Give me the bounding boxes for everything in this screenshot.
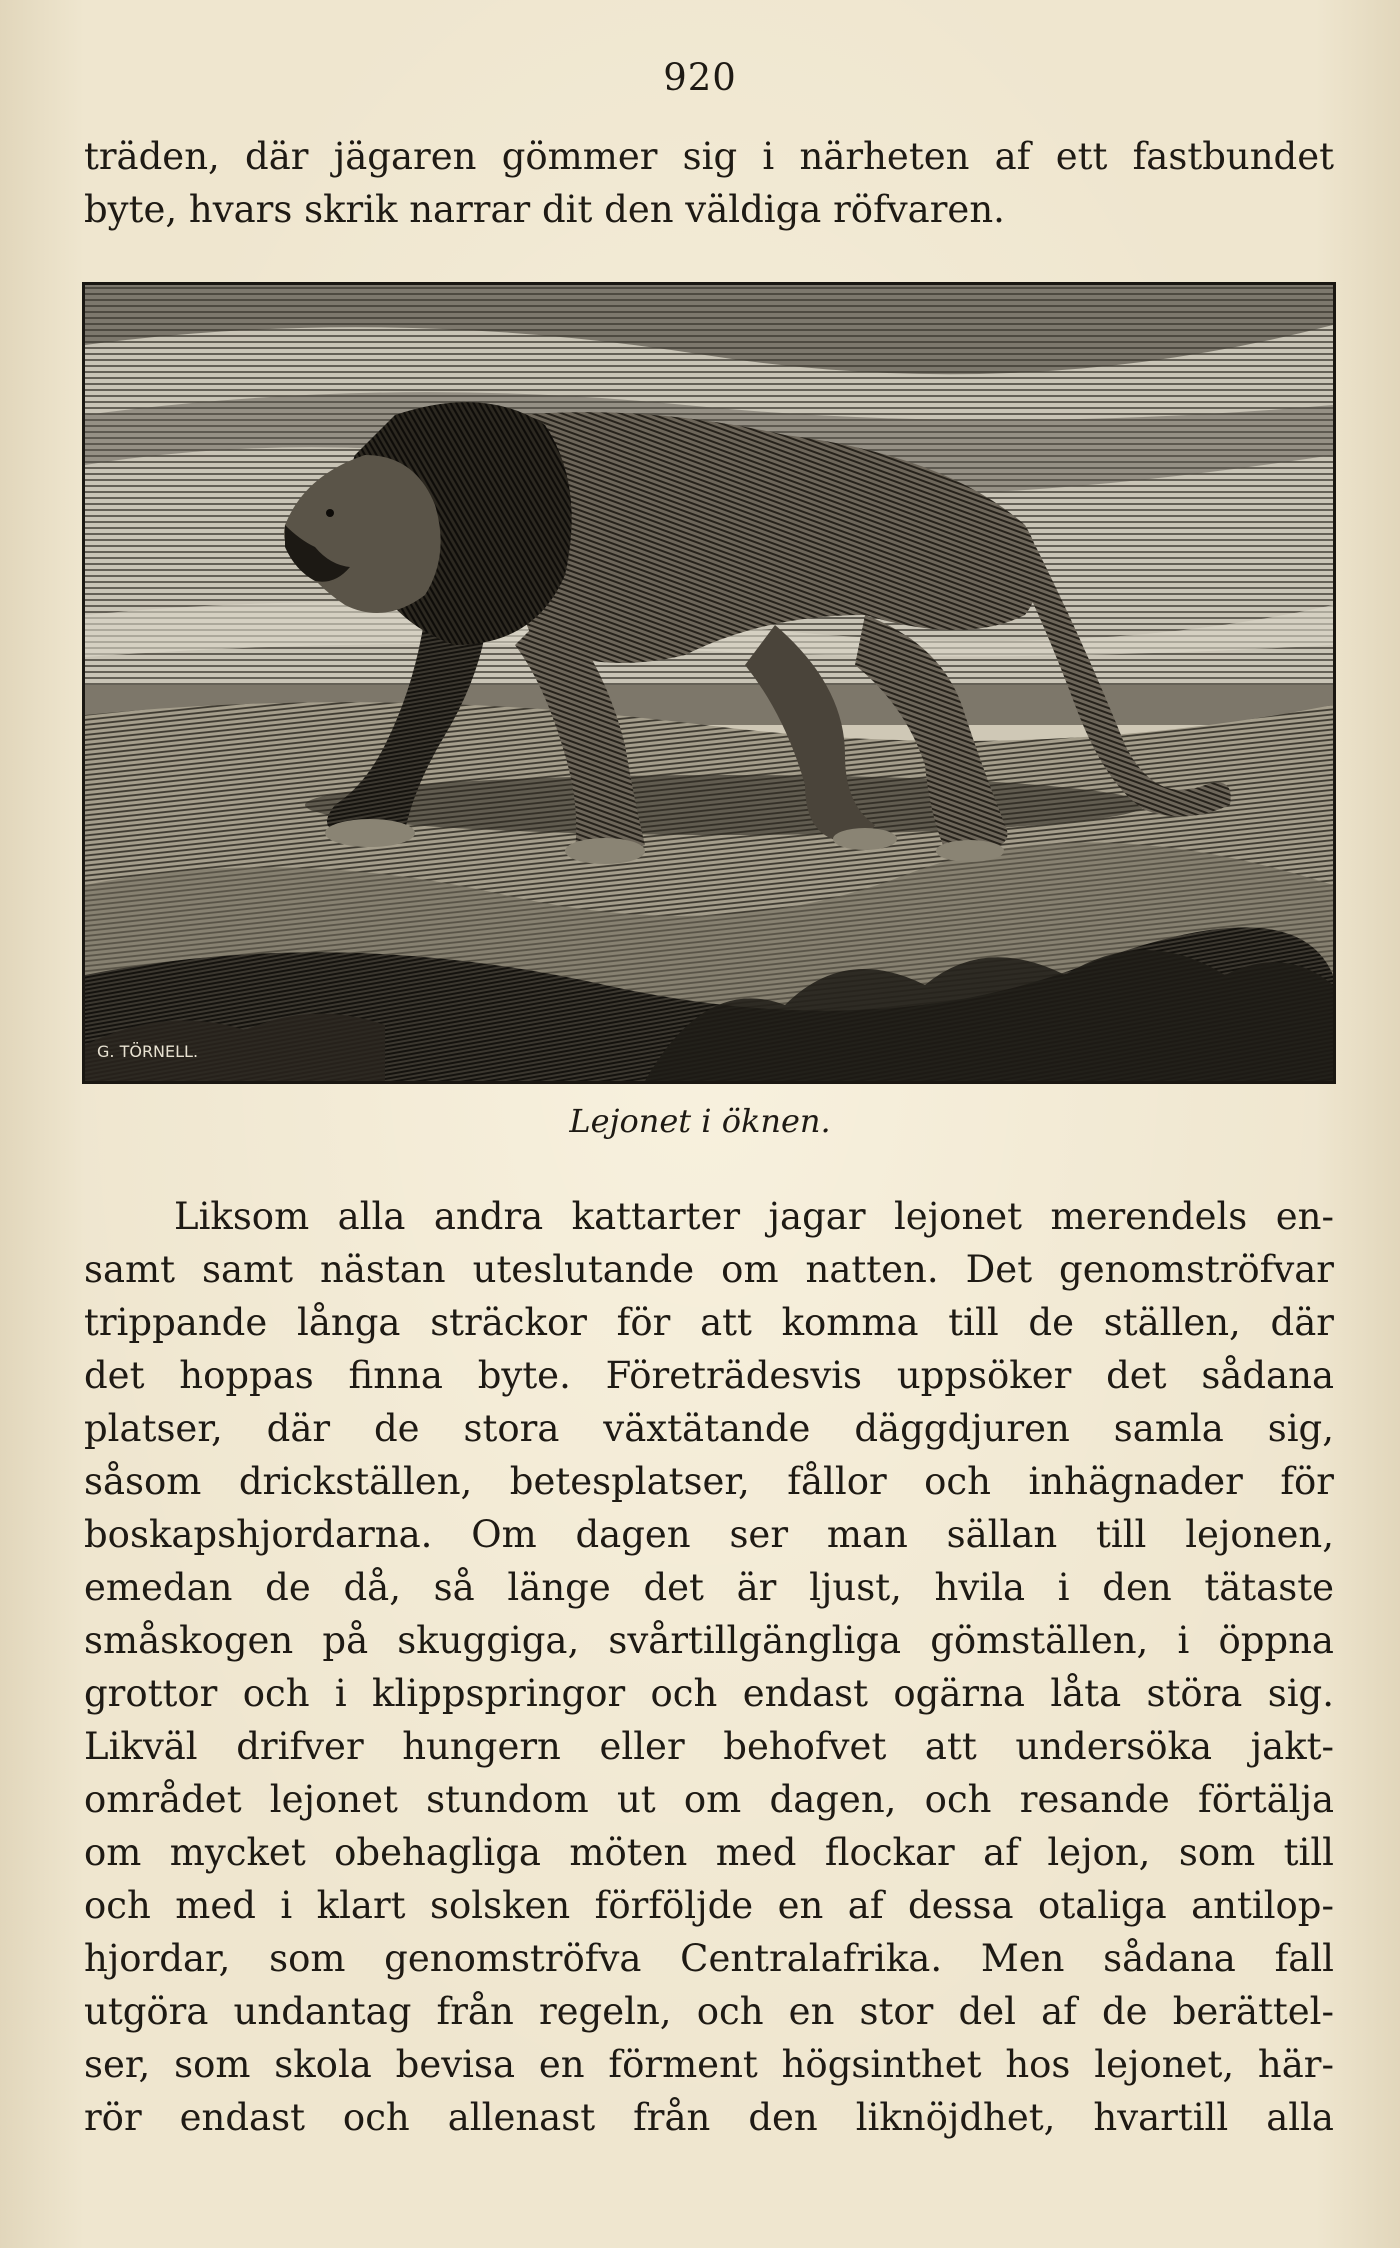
body-paragraph — [84, 1190, 1334, 2144]
text-line: det hoppas finna byte. Företrädesvis uppsöker det sådana — [84, 1354, 1334, 1397]
text-line: emedan de då, så länge det är ljust, hvila i den tätaste — [84, 1566, 1334, 1609]
text-line: byte, hvars skrik narrar dit den väldiga röfvaren. — [84, 188, 1005, 231]
text-line: området lejonet stundom ut om dagen, och resande förtälja — [84, 1778, 1334, 1821]
intro-paragraph — [84, 130, 1334, 236]
text-line: hjordar, som genomströfva Centralafrika. Men sådana fall — [84, 1937, 1334, 1980]
artist-signature: G. TÖRNELL. — [97, 1042, 199, 1061]
text-line: om mycket obehagliga möten med flockar af lejon, som till — [84, 1831, 1334, 1874]
text-line: samt samt nästan uteslutande om natten. Det genomströfvar — [84, 1248, 1334, 1291]
figure-caption: Lejonet i öknen. — [569, 1102, 831, 1140]
text-line: trippande långa sträckor för att komma till de ställen, där — [84, 1301, 1334, 1344]
text-line: platser, där de stora växtätande däggdjuren samla sig, — [84, 1407, 1334, 1450]
text-line: träden, där jägaren gömmer sig i närheten af ett fastbundet — [84, 135, 1334, 178]
text-line: Liksom alla andra kattarter jagar lejonet merendels en- — [174, 1195, 1334, 1238]
engraving-image — [85, 285, 1333, 1081]
text-line: Likväl drifver hungern eller behofvet att undersöka jakt- — [84, 1725, 1334, 1768]
text-line: boskapshjordarna. Om dagen ser man sällan till lejonen, — [84, 1513, 1334, 1556]
text-line: och med i klart solsken förföljde en af dessa otaliga antilop- — [84, 1884, 1334, 1927]
text-line: såsom drickställen, betesplatser, fållor och inhägnader för — [84, 1460, 1334, 1503]
text-line: rör endast och allenast från den liknöjdhet, hvartill alla — [84, 2096, 1334, 2139]
page-number: 920 — [663, 56, 737, 99]
text-line: utgöra undantag från regeln, och en stor del af de berättel- — [84, 1990, 1334, 2033]
text-line: grottor och i klippspringor och endast ogärna låta störa sig. — [84, 1672, 1334, 1715]
lion-engraving-illustration — [82, 282, 1336, 1084]
text-line: småskogen på skuggiga, svårtillgängliga gömställen, i öppna — [84, 1619, 1334, 1662]
text-line: ser, som skola bevisa en förment högsinthet hos lejonet, här- — [84, 2043, 1334, 2086]
